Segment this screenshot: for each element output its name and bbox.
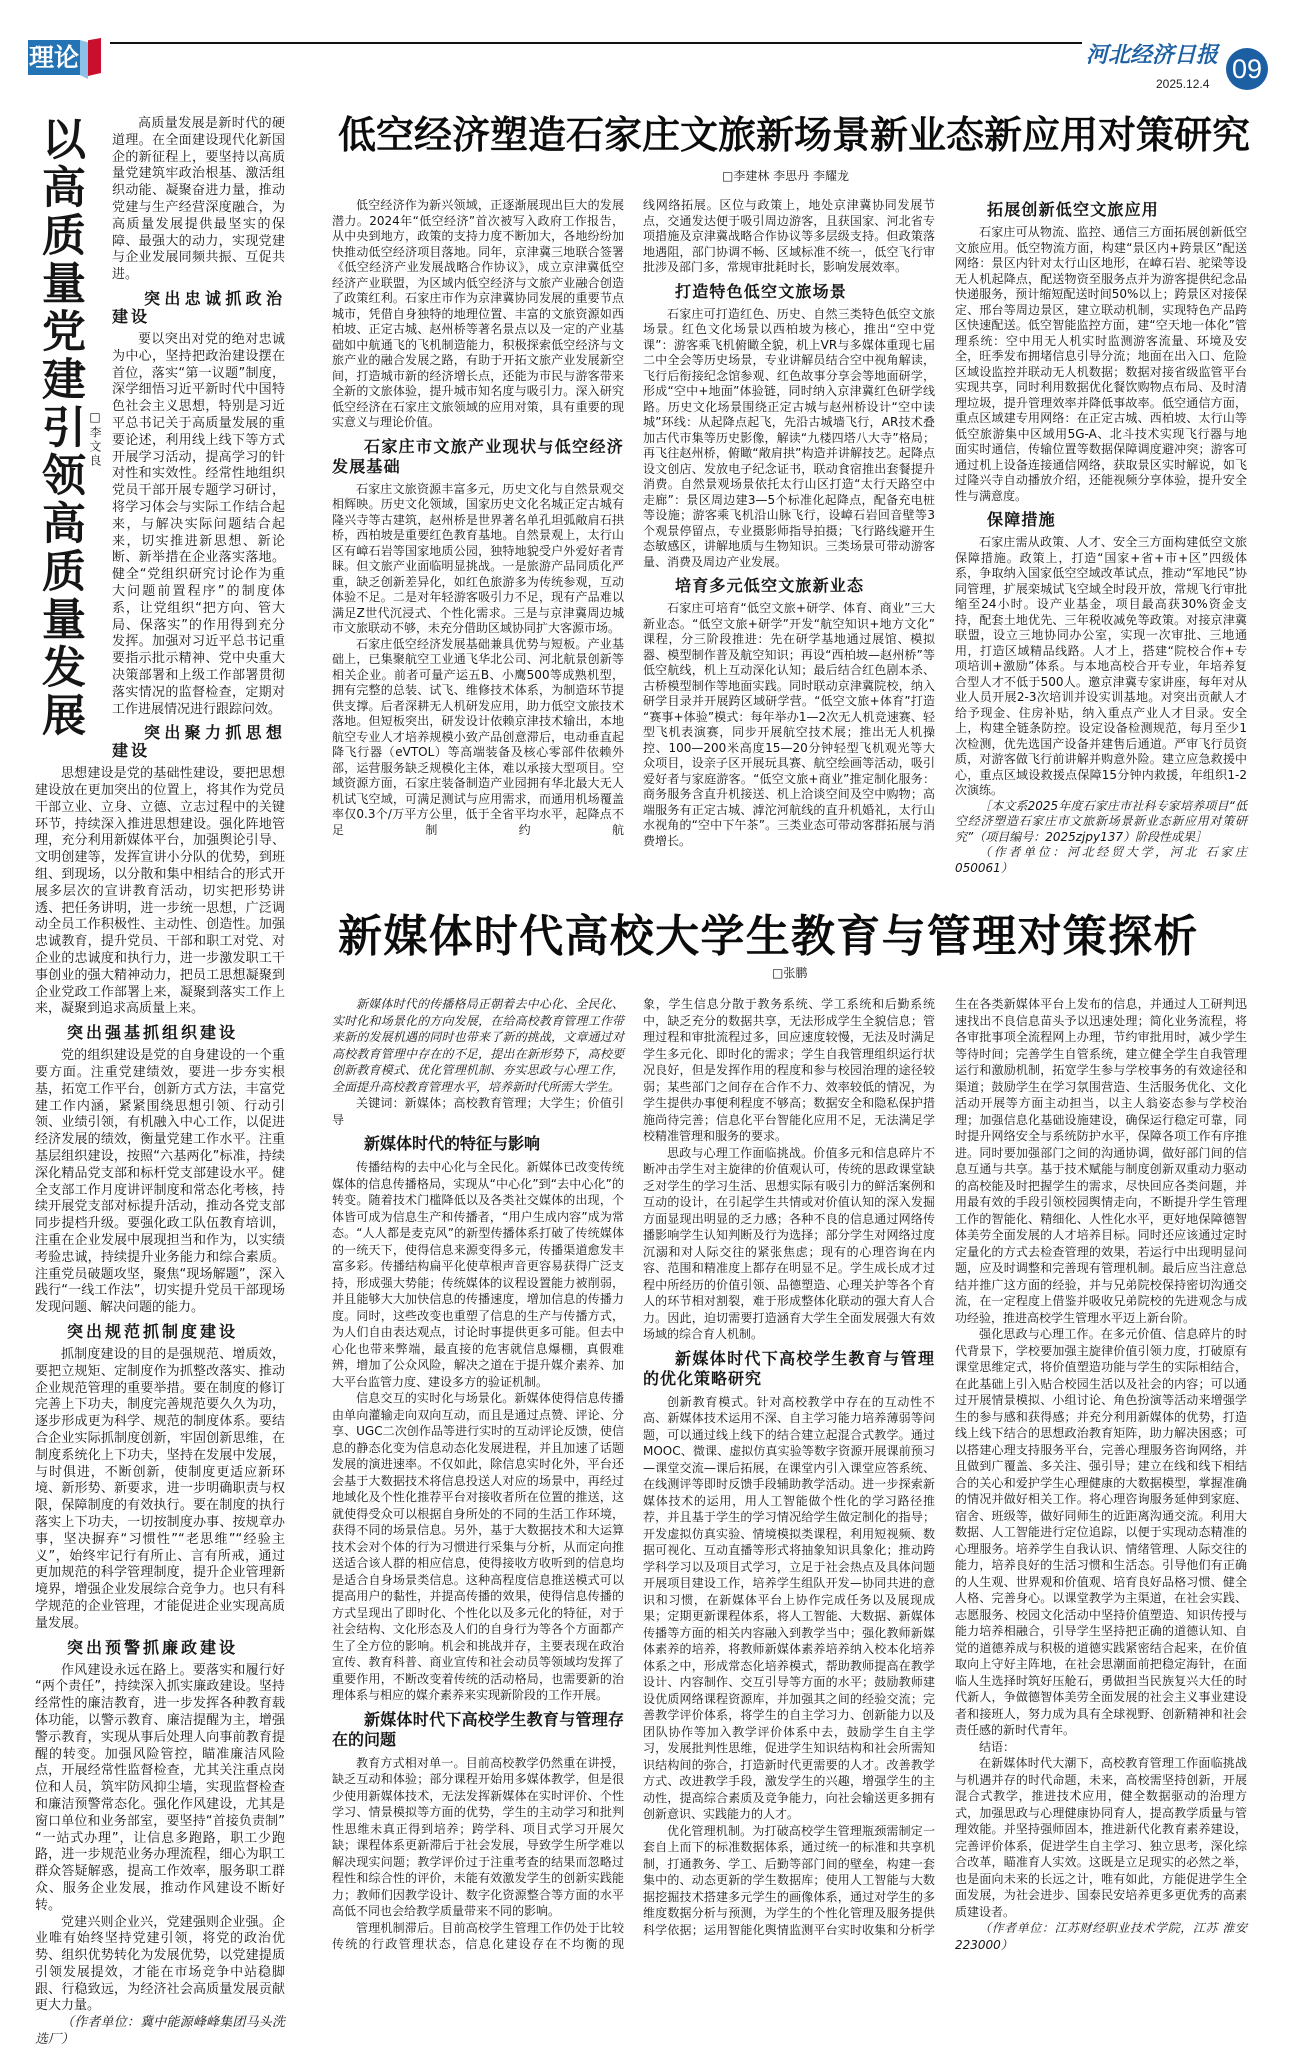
- text-column-3: [955, 996, 1247, 1974]
- section-heading: 新媒体时代的特征与影响: [364, 1134, 541, 1153]
- section-heading: 拓展创新低空文旅应用: [987, 200, 1160, 219]
- article-headline: 新媒体时代高校大学生教育与管理对策探析: [338, 911, 1199, 962]
- paragraph: 石家庄文旅资源丰富多元，历史文化与自然景观交相辉映。历史文化领域，国家历史文化名城正定古城有隆兴寺等古建筑，赵州桥是世界著名单孔坦弧敞肩石拱桥，西柏坡是重要红色教育基地。自然景观上，太行山区有嶂石岩等国家地质公园，独特地貌受户外爱好者青睐。但文旅产业面临明显挑战。一是旅游产品同质化严重，缺乏创新差异化，如红色旅游多为传统参观，互动体验不足。二是对年轻游客吸引力不足，现有产品难以满足Z世代沉浸式、个性化需求。三是与京津冀周边城市文旅联动不够，未充分借助区域协同扩大客源市场。: [332, 481, 624, 635]
- continued-paragraph: 象，学生信息分散于教务系统、学工系统和后勤系统中，缺乏充分的数据共享，无法形成学生全貌信息；管理过程和审批流程过多，回应速度较慢，无法及时满足学生多元化、即时化的需求；学生自我管理组织运行状况良好，但是发挥作用的程度和参与校园治理的途径较弱；某些部门之间存在合作不力、效率较低的情况，为学生提供办事便利程度不够高；数据安全和隐私保护措施尚待完善；信息化平台智能化应用不足，无法满足学校精准管理和服务的要求。: [643, 997, 935, 1143]
- badge-tab-decoration: [88, 38, 101, 76]
- lead-paragraph: 高质量发展是新时代的硬道理。在全面建设现代化新国企的新征程上，要坚持以高质量党建筑牢政治根基、激活组织动能、凝聚奋进力量，推动党建与生产经营深度融合，为高质量发展提供最坚实的保障、最强大的动力，实现党建与企业发展同频共振、互促共进。: [112, 116, 285, 283]
- section-heading: 打造特色低空文旅场景: [675, 281, 848, 301]
- section-heading: 新媒体时代下高校学生教育与管理的优化策略研究: [643, 1348, 935, 1388]
- paragraph: 石家庄可从物流、监控、通信三方面拓展创新低空文旅应用。低空物流方面，构建“景区内+跨景区”配送网络：景区内针对太行山区地形，在嶂石岩、驼梁等设无人机起降点，配送物资至服务点并为游客提供纪念品快递服务，预计缩短配送时间50%以上；跨景区对接保定、邢台等周边景区，建立联动机制，实现特色产品跨区快速配送。低空智能监控方面，建“空天地一体化”管理系统：空中用无人机实时监测游客流量、环境及安全，旺季发布拥堵信息引导分流；地面在出入口、危险区域设监控并联动无人机数据；数据对接省级监管平台实现共享，同时利用数据优化餐饮购物点布局、及时清理垃圾，提升管理效率并降低事故率。低空通信方面，重点区域建专用网络：在正定古城、西柏坡、太行山等低空旅游集中区域用5G-A、北斗技术实现飞行器与地面实时通信，传输位置等数据保障调度避冲突；游客可通过机上设备连接通信网络，获取景区实时解说，如飞过隆兴寺自动播放介绍，还能视频分享体验，提升安全性与满意度。: [955, 225, 1247, 503]
- author-byline: □李建林 李思丹 李耀龙: [722, 169, 849, 183]
- section-heading: 突出规范抓制度建设: [67, 1322, 239, 1341]
- abstract: 新媒体时代的传播格局正朝着去中心化、全民化、实时化和场景化的方向发展，在给高校教育管理工作带来新的发展机遇的同时也带来了新的挑战，文章通过对高校教育管理中存在的不足，提出在新形势下，高校要创新教育模式、优化管理机制、夯实思政与心理工作，全面提升高校教育管理水平，培养新时代所需大学生。: [332, 997, 624, 1094]
- section-heading: 突出预警抓廉政建设: [67, 1637, 239, 1657]
- author-byline: □张鹏: [772, 966, 808, 980]
- paragraph: 思想建设是党的基础性建设，要把思想建设放在更加突出的位置上，将其作为党员干部立业、立身、立德、立志过程中的关键环节，持续深入推进思想建设。强化阵地管理，充分利用新媒体平台，加强舆论引导、文明创建等，发挥宣讲小分队的优势，到班组、到现场，以分散和集中相结合的形式开展多层次的宣讲教育活动，切实把形势讲透、把任务讲明，进一步统一思想，广泛调动全员工作积极性、主动性、创造性。加强忠诚教育，提升党员、干部和职工对党、对企业的忠诚度和执行力，进一步激发职工干事创业的强大精神动力，把员工思想凝聚到企业党政工作部署上来，凝聚到落实工作上来，凝聚到追求高质量上来。: [35, 766, 285, 1017]
- newspaper-masthead: 河北经济日报: [1086, 42, 1219, 68]
- paragraph: 作风建设永远在路上。要落实和履行好“两个责任”，持续深入抓实廉政建设。坚持经常性的廉洁教育，进一步发挥各种教育载体功能，以警示教育、廉洁提醒为主，增强警示教育，实现从事后处理人向事前教育提醒的转变。加强风险管控，瞄准廉洁风险点，开展经常性监督检查，尤其关注重点岗位和人员，筑牢防风抑尘墙，实现监督检查和廉洁预警常态化。强化作风建设，尤其是窗口单位和业务部室，要坚持“首接负责制”“一站式办理”，让信息多跑路，职工少跑路，进一步规范业务办理流程，细心为职工群众答疑解惑，提高工作效率，服务职工群众、服务企业发展，推动作风建设不断好转。: [35, 1662, 285, 1913]
- paragraph: 石家庄低空经济发展基础兼具优势与短板。产业基础上，已集聚航空工业通飞华北公司、河北航景创新等相关企业。前者可量产运五B、小鹰500等成熟机型，拥有完整的总装、试飞、维修技术体系，为制造环节提供支撑。后者深耕无人机研发应用，助力低空文旅技术落地。但短板突出，研发设计依赖京津技术输出，本地航空专业人才培养规模小致产品创意滞后，电动垂直起降飞行器（eVTOL）等高端装备及核心零部件依赖外部，运营服务缺乏规模化主体，难以承接大型项目。空域资源方面，石家庄装备制造产业园拥有华北最大无人机试飞空域，可满足测试与应用需求，而通用机场覆盖率仅0.3个/万平方公里，低于全省平均水平，起降点不足制约航: [332, 636, 624, 837]
- continued-paragraph: 生在各类新媒体平台上发布的信息，并通过人工研判迅速找出不良信息苗头予以迅速处理；简化业务流程，将各审批事项全流程网上办理，节约审批用时，减少学生等待时间；完善学生自管系统，建立健全学生自我管理运行和激励机制，拓宽学生参与学校事务的有效途径和渠道；鼓励学生在学习氛围营造、生活服务优化、文化活动开展等方面主动担当，以主人翁姿态参与学校治理；加强信息化基础设施建设，确保运行稳定可靠，同时提升网络安全与系统防护水平，保障各项工作有序推进。同时要加强部门之间的沟通协调，做好部门间的信息互通与共享。基于技术赋能与制度创新双重动力驱动的高校能及时把握学生的需求，尽快回应各类问题，并用最有效的手段引领校园舆情走向，不断提升学生管理工作的智能化、精细化、人性化水平，更好地保障德智体美劳全面发展的人才培养目标。同时还应该通过定时定量化的方式去检查管理的效果，若运行中出现明显问题，应及时调整和完善现有管理机制。最后应当注意总结并推广这方面的经验，并与兄弟院校保持密切沟通交流，在一定程度上借鉴并吸收兄弟院校的先进观念与成功经验，推进高校学生管理水平迈上新台阶。: [955, 997, 1247, 1325]
- conclusion-paragraph: 在新媒体时代大潮下，高校教育管理工作面临挑战与机遇并存的时代命题，未来，高校需坚持创新，开展混合式教学，推进技术应用，健全数据驱动的治理方式，加强思政与心理健康协同育人，提高教学质量与管理效能。并坚持强师固本，推进新代化教育素养建设，完善评价体系，促进学生自主学习、独立思考，深化综合改革，瞄准育人实效。这既是立足现实的必然之举，也是面向未来的长远之计，唯有如此，方能促进学生全面发展，为社会进步、国泰民安培养更多更优秀的高素质建设者。: [955, 1756, 1247, 1919]
- paragraph: 创新教育模式。针对高校教学中存在的互动性不高、新媒体技术运用不深、自主学习能力培养薄弱等问题，可以通过线上线下的结合建立起混合式教学。通过MOOC、微课、虚拟仿真实验等数字资源开展课前预习—课堂交流—课后拓展，在课堂内引入课堂应答系统、在线测评等即时反馈手段辅助教学活动。进一步探索新媒体技术的运用，用人工智能做个性化的学习路径推荐，并且基于学生的学习情况给学生做定制化的指导；开发虚拟仿真实验、情境模拟类课程，利用短视频、数据可视化、互动直播等形式将抽象知识具象化；推动跨学科学习以及项目式学习，立足于社会热点及具体问题开展项目建设工作，培养学生组队开发—协同共进的意识和习惯，在新媒体平台上协作完成任务以及展现成果；定期更新课程体系，将人工智能、大数据、新媒体传播等方面的相关内容融入到教学当中；强化教师新媒体素养的培养，将教师新媒体素养培养纳入校本化培养体系之中，形成常态化培养模式，帮助教师提高在教学设计、内容制作、交互引导等方面的水平；鼓励教师建设优质网络课程资源库，并加强其之间的经验交流；完善教学评价体系，将学生的自主学习力、创新能力以及团队协作等加入教学评价体系中去，鼓励学生自主学习，发展批判性思维，促进学生知识结构和社会所需知识结构间的弥合，打造新时代更需要的人才。改善教学方式、改进教学手段，激发学生的兴趣，增强学生的主动性，提高综合素质及竞争能力，向社会输送更多拥有创新意识、实践能力的人才。: [643, 1394, 935, 1821]
- continued-paragraph: 线网络拓展。区位与政策上，地处京津冀协同发展节点，交通发达便于吸引周边游客，且获国家、河北省专项措施及京津冀战略合作协议等多层级支持。但政策落地遇阻，部门协调不畅、区域标准不统一，低空飞行审批涉及部门多，常规审批耗时长，影响发展效率。: [643, 198, 935, 274]
- paragraph: 强化思政与心理工作。在多元价值、信息碎片的时代背景下，学校要加强主旋律价值引领力度，打破原有课堂思维定式，将价值塑造功能与学生的实际相结合，在此基础上引入贴合校园生活以及社会的内容；可以通过开展情景模拟、小组讨论、角色扮演等活动来增强学生的参与感和获得感；并充分利用新媒体的优势，打造线上线下结合的思想政治教育矩阵，助力解决困惑；可以搭建心理支持服务平台，完善心理服务咨询网络，并且做到广覆盖、多关注、强引导；建立在线和线下相结合的关心和爱护学生心理健康的大数据模型，掌握准确的情况并做好相关工作。将心理咨询服务延伸到家庭、宿舍、班级等，做好同师生的近距离沟通交流。利用大数据、人工智能进行定位追踪，以便于实现动态精准的心理服务。培养学生自我认识、情绪管理、人际交往的能力，培养良好的生活习惯和生活态。引导他们有正确的人生观、世界观和价值观、培育良好品格习惯、健全人格、完善身心。以课堂教学为主渠道，在社会实践、志愿服务、校园文化活动中坚持价值塑造、知识传授与能力培养相融合，引导学生坚持把正确的道德认知、自觉的道德养成与积极的道德实践紧密结合起来，在价值取向上守好主阵地，在社会思潮面前把稳定海针，在面临人生选择时筑好压舱石，勇做担当民族复兴大任的时代新人，争做德智体美劳全面发展的社会主义事业建设者和接班人，努力成为具有全球视野、创新精神和社会责任感的新时代青年。: [955, 1327, 1247, 1737]
- conclusion-label: 结语：: [979, 1739, 1016, 1754]
- article-party-building: [34, 116, 285, 2048]
- section-heading: 培育多元低空文旅新业态: [675, 576, 865, 595]
- section-heading: 石家庄市文旅产业现状与低空经济发展基础: [332, 436, 624, 476]
- paragraph: 抓制度建设的目的是强规范、增质效，要把立规矩、定制度作为抓整改落实、推动企业规范管理的重要举措。要在制度的修订完善上下功夫，制度完善规范要久久为功，逐步形成更为科学、规范的制度体系。要结合企业实际抓制度创新，牢固创新思维，在制度系统化上下功夫，坚持在发展中发展，与时俱进，不断创新，使制度更适应新环境、新形势、新要求，进一步明确职责与权限，保障制度的有效执行。要在制度的执行落实上下功夫，一切按制度办事、按规章办事，坚决摒弃“习惯性”“老思维”“经验主义”，始终牢记行有所止、言有所戒，通过更加规范的科学管理制度，提升企业管理新境界，增强企业发展综合竞争力。也只有科学规范的企业管理，才能促进企业实现高质量发展。: [35, 1347, 285, 1631]
- section-heading: 保障措施: [987, 510, 1056, 529]
- paragraph: 信息交互的实时化与场景化。新媒体使得信息传播由单向灌输走向双向互动，而且是通过点赞、评论、分享、UGC二次创作品等进行实时的互动评论反馈，使信息的静态化变为信息动态化发展进程，并且加速了话题发展的演进速率。不仅如此，除信息实时化外，平台还会基于大数据技术将信息投送人对应的场景中，再经过地域化及个性化推荐平台对接收者所在位置的推送，这就使得受众可以根据自身所处的不同的生活工作环境，获得不同的场景信息。另外，基于大数据技术和大运算技术会对个体的行为习惯进行采集与分析，从而定向推送适合该人群的相应信息，使得接收方收听到的信息均是适合自身场景类信息。这种高程度信息推送模式可以提高用户的黏性，并提高传播的效果，使得信息传播的方式呈现出了即时化、个性化以及多元化的特征，对于社会结构、文化形态及人们的自身行为等各个方面都产生了全方位的影响。机会和挑战并存，主要表现在政治宣传、教育科普、商业宣传和社会动员等领域均发挥了重要作用，不断改变着传统的活动格局，也需要新的治理体系与相应的媒介素养来实现新阶段的工作开展。: [332, 1391, 624, 1702]
- author-affiliation: （作者单位：冀中能源峰峰集团马头洗选厂）: [35, 2015, 285, 2048]
- page-number-badge: 09: [1226, 48, 1268, 90]
- header-rule: [110, 42, 1082, 44]
- text-column-2: [643, 198, 935, 876]
- author-byline: □李文良: [88, 410, 102, 468]
- section-heading: 突出强基抓组织建设: [67, 1023, 239, 1043]
- paragraph: 要以突出对党的绝对忠诚为中心，坚持把政治建设摆在首位，落实“第一议题”制度，深学细悟习近平新时代中国特色社会主义思想，特别是习近平总书记关于高质量发展的重要论述，利用线上线下等方式开展学习活动，提高学习的针对性和实效性。经常性地组织党员干部开展专题学习研讨，将学习体会与实际工作结合起来，与解决实际问题结合起来，切实推进新思想、新论断、新举措在企业落实落地。健全“党组织研究讨论作为重大问题前置程序”的制度体系，让党组织“把方向、管大局、保落实”的作用得到充分发挥。加强对习近平总书记重要指示批示精神、党中央重大决策部署和上级工作部署贯彻落实情况的监督检查，定期对工作进展情况进行跟踪问效。: [112, 331, 285, 717]
- section-heading: 新媒体时代下高校学生教育与管理存在的问题: [332, 1709, 624, 1749]
- paragraph: 优化管理机制。为打破高校学生管理瓶颈需制定一套自上而下的标准数据体系，通过统一的标准和共享机制，打通教务、学工、后勤等部门间的壁垒，构建一套集中的、动态更新的学生数据库；使用人工智能与大数据挖掘技术搭建多元学生的画像体系，通过对学生的多维度数据分析与预测，为学生的个性化管理及服务提供科学依据；运用智能化舆情监测平台实时收集和分析学: [643, 1823, 935, 1937]
- paragraph: 石家庄可打造红色、历史、自然三类特色低空文旅场景。红色文化场景以西柏坡为核心，推出“空中党课”：游客乘飞机俯瞰全貌，机上VR与多媒体重现七届二中全会等历史场景，专业讲解员结合空中视角解读，飞行后衔接纪念馆参观、红色故事分享会等地面研学，形成“空中+地面”体验链，同时纳入京津冀红色研学线路。历史文化场景围绕正定古城与赵州桥设计“空中读城”环线：从起降点起飞，先沿古城墙飞行，AR技术叠加古代市集等历史影像，解读“九楼四塔八大寺”格局；再飞往赵州桥，俯瞰“敞肩拱”构造并讲解技艺。起降点设文创店、发放电子纪念证书，联动食宿推出套餐提升消费。自然景观场景依托太行山区打造“太行天路空中走廊”：景区周边建3—5个标准化起降点，配备充电桩等设施；游客乘飞机沿山脉飞行，设嶂石岩回音壁等3个观景停留点，专业摄影师指导拍摄；飞行路线避开生态敏感区，讲解地质与生物知识。三类场景可带动游客量、消费及周边产业发展。: [643, 306, 935, 569]
- text-column-1: [332, 198, 624, 876]
- article-headline: 低空经济塑造石家庄文旅新场景新业态新应用对策研究: [338, 113, 1251, 157]
- funding-note: ［本文系2025年度石家庄市社科专家培养项目“低空经济塑造石家庄市文旅新场景新业态新应用对策研究”（项目编号：2025zjpy137）阶段性成果］: [955, 798, 1247, 844]
- section-badge: 理论: [28, 40, 80, 75]
- paragraph: 石家庄需从政策、人才、安全三方面构建低空文旅保障措施。政策上，打造“国家+省+市+区”四级体系，争取纳入国家低空空域改革试点，推动“军地民”协同管理，扩展栾城试飞空域全时段开放，常规飞行审批缩至24小时。设产业基金，项目最高获30%资金支持，配套土地优先、三年税收减免等政策。对接京津冀联盟，设立三地协同办公室，实现一次审批、三地通用，打造区域精品线路。人才上，搭建“院校合作+专项培训+激励”体系。与本地高校合开专业，年培养复合型人才不低于500人。邀京津冀专家讲座，每年对从业人员开展2-3次培训并设实训基地。对突出贡献人才给予现金、住房补贴，纳入重点产业人才目录。安全上，构建全链条防控。设定设备检测规范，每月至少1次检测，优先选国产设备并建售后通道。严审飞行员资质，对游客做飞行前讲解并购意外险。建立应急救援中心，重点区域设救援点保障15分钟内救援，年组织1-2次演练。: [955, 535, 1247, 797]
- paragraph: 思政与心理工作面临挑战。价值多元和信息碎片不断冲击学生对主旋律的价值观认可，传统的思政课堂缺乏对学生的学习生活、思想实际有吸引力的鲜活案例和互动的设计，在引起学生共情或对价值认知的深入发掘方面显现出明显的乏力感；各种不良的信息通过网络传播影响学生认知判断及行为选择；部分学生对网络过度沉溺和对人际交往的紧张焦虑；现有的心理咨询在内容、范围和精准度上都存在明显不足。学生成长成才过程中所经历的价值引领、品德塑造、心理关护等各个育人的环节相对割裂，难于形成整体化联动的强大育人合力。因此，迫切需要打造涵育大学生全面发展强大有效场域的综合育人机制。: [643, 1145, 935, 1341]
- author-affiliation: （作者单位：江苏财经职业技术学院，江苏 淮安 223000）: [955, 1921, 1247, 1952]
- title-block: [35, 116, 112, 764]
- issue-date: 2025.12.4: [1156, 77, 1210, 91]
- paragraph: 教育方式相对单一。目前高校教学仍然重在讲授，缺乏互动和体验；部分课程开始用多媒体教学，但是很少使用新媒体技术，无法发挥新媒体在实时评价、个性学习、情景模拟等方面的优势，学生的主动学习和批判性思维未真正得到培养；跨学科、项目式学习开展欠缺；课程体系更新滞后于社会发展，导致学生所学难以解决现实问题；教学评价过于注重考查的结果而忽略过程性和综合性的评价，未能有效激发学生的创新实践能力；教师们因教学设计、数字化资源整合等方面的水平高低不同也会给教学质量带来不同的影响。: [332, 1755, 624, 1918]
- badge-fold-decoration: [80, 40, 88, 79]
- paragraph: 管理机制滞后。目前高校学生管理工作仍处于比较传统的行政管理状态，信息化建设存在不均衡的现: [332, 1920, 624, 1951]
- text-column-3: [955, 198, 1247, 876]
- article-title: 以高质量党建引领高质量发展: [34, 116, 85, 740]
- author-affiliation: （作者单位：河北经贸大学，河北 石家庄 050061）: [955, 845, 1247, 875]
- section-heading: 突出忠诚抓政治建设: [112, 288, 285, 326]
- keywords: 关键词：新媒体；高校教育管理；大学生；价值引导: [332, 1096, 624, 1127]
- paragraph: 传播结构的去中心化与全民化。新媒体已改变传统媒体的信息传播格局，实现从“中心化”到“去中心化”的转变。随着技术门槛降低以及各类社交媒体的出现，个体皆可成为信息生产和传播者，“用户生成内容”成为常态。“人人都是麦克风”的新型传播体系打破了传统媒体的一统天下，使得信息来源变得多元，传播渠道愈发丰富多彩。传播结构扁平化使草根声音更容易获得广泛支持，形成强大势能；传统媒体的议程设置能力被削弱，并且能够大大加快信息的传播速度，增加信息的传播力度。同时，这些改变也重塑了信息的生产与传播方式，为人们自由表达观点，讨论时事提供更多可能。但去中心化也带来弊端，最直接的危害就信息爆棚，真假难辨，增加了公众风险，解决之道在于提升媒介素养、加大平台监管力度、建设多方的验证机制。: [332, 1160, 624, 1389]
- text-column-2: [643, 996, 935, 1974]
- section-heading: 突出聚力抓思想建设: [112, 723, 285, 761]
- paragraph: 党的组织建设是党的自身建设的一个重要方面。注重党建绩效，要进一步夯实根基，拓宽工作平台，创新方式方法，丰富党建工作内涵，紧紧围绕思想引领、行动引领、业绩引领，有机融入中心工作，以促进经济发展的绩效，衡量党建工作水平。注重基层组织建设，按照“六基两化”标准，持续深化精品党支部和标杆党支部建设水平。健全支部工作月度讲评制度和常态化考核，持续开展党支部对标提升活动，推动各党支部同步提档升级。要强化政工队伍教育培训，注重在企业发展中展现担当和作为，以实绩考验忠诚，持续提升业务能力和综合素质。注重党员破题攻坚，聚焦“现场解题”，深入践行“一线工作法”，切实提升党员干部现场发现问题、解决问题的能力。: [35, 1048, 285, 1316]
- paragraph: 石家庄可培育“低空文旅+研学、体育、商业”三大新业态。“低空文旅+研学”开发“航空知识+地方文化”课程，分三阶段推进：先在研学基地通过展馆、模拟器、模型制作普及航空知识；再设“西柏坡—赵州桥”等低空航线，机上互动深化认知；最后结合红色剧本杀、古桥模型制作等地面实践。同时联动京津冀院校，纳入研学目录并开展跨区域研学营。“低空文旅+体育”打造“赛事+体验”模式：每年举办1—2次无人机竞速赛、轻型飞机表演赛，同步开展航空技术展；推出无人机操控、100—200米高度15—20分钟轻型飞机观光等大众项目，设亲子区开展玩具赛、航空绘画等活动，吸引爱好者与家庭游客。“低空文旅+商业”推定制化服务：商务服务含直升机接送、机上洽谈空间及空中购物；高端服务有正定古城、滹沱河航线的直升机婚礼，太行山水视角的“空中下午茶”。三类业态可带动客群拓展与消费增长。: [643, 601, 935, 848]
- lead-paragraph: 低空经济作为新兴领域，正逐渐展现出巨大的发展潜力。2024年“低空经济”首次被写入政府工作报告，从中央到地方，政策的支持力度不断加大，各地纷纷加快推动低空经济项目落地。同年，京津冀三地联合签署《低空经济产业发展战略合作协议》，成立京津冀低空经济产业联盟，为区域内低空经济与文旅产业融合创造了政策红利。石家庄市作为京津冀协同发展的重要节点城市，凭借自身独特的地理位置、丰富的文旅资源如西柏坡、正定古城、赵州桥等著名景点以及一定的产业基础如中航通飞的飞机制造能力，积极探索低空经济与文旅产业的融合发展之路，有助于开拓文旅产业发展新空间，打造城市新的经济增长点，还能为市民与游客带来全新的文旅体验，提升城市知名度与吸引力。深入研究低空经济在石家庄文旅领域的应用对策，具有重要的现实意义与理论价值。: [332, 198, 624, 429]
- text-column-1: [332, 996, 624, 1974]
- closing-paragraph: 党建兴则企业兴，党建强则企业强。企业唯有始终坚持党建引领，将党的政治优势、组织优势转化为发展优势，以党建提质引领发展提效，才能在市场竞争中站稳脚跟、行稳致远，为经济社会高质量发展贡献更大力量。: [35, 1914, 285, 2014]
